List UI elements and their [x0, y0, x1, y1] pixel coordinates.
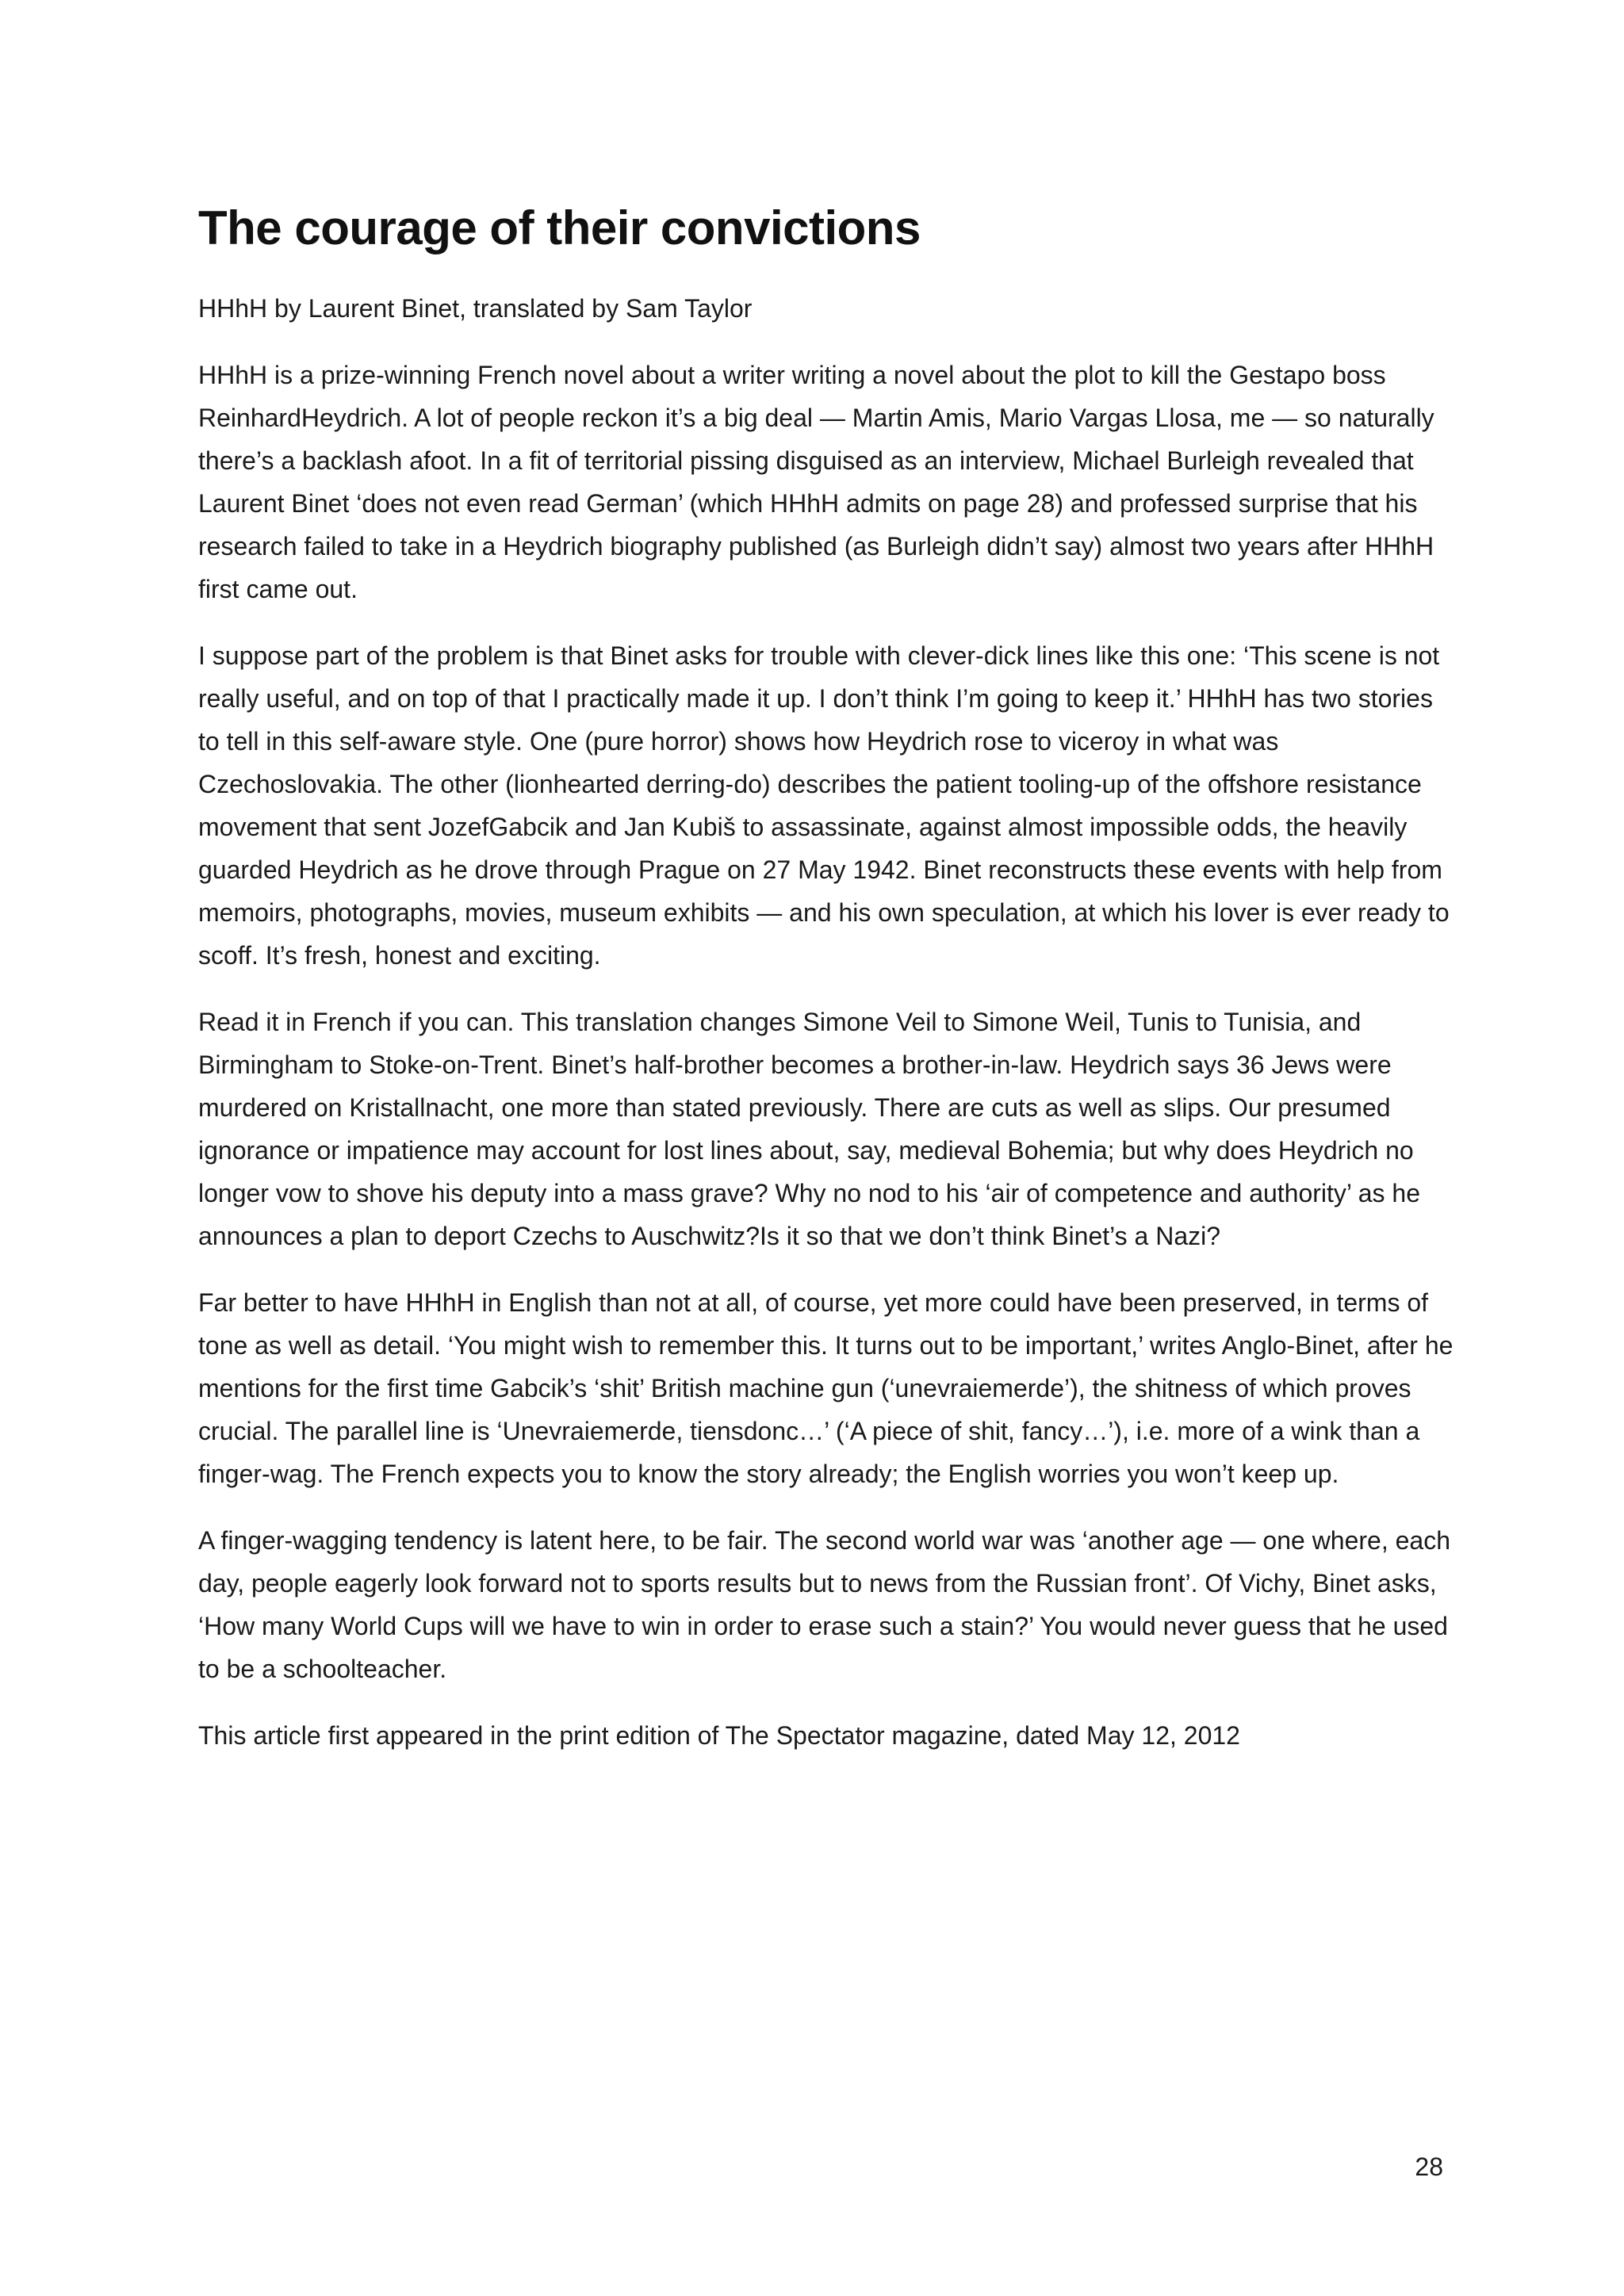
- article-paragraph: I suppose part of the problem is that Binet asks for trouble with clever-dick lines like this one: ‘This scene is not really useful, and on top of that I practically made it up. I don’t think I’m going to keep it.’ HHhH has two stories to tell in this self-aware style. One (pure horror) shows how Heydrich rose to viceroy in what was Czechoslovakia. The other (lionhearted derring-do) describes the patient tooling-up of the offshore resistance movement that sent JozefGabcik and Jan Kubiš to assassinate, against almost impossible odds, the heavily guarded Heydrich as he drove through Prague on 27 May 1942. Binet reconstructs these events with help from memoirs, photographs, movies, museum exhibits — and his own speculation, at which his lover is ever ready to scoff. It’s fresh, honest and exciting.: [198, 641, 1450, 970]
- article-paragraph: Far better to have HHhH in English than not at all, of course, yet more could have been preserved, in terms of tone as well as detail. ‘You might wish to remember this. It turns out to be important,’ writes Anglo-Binet, after he mentions for the first time Gabcik’s ‘shit’ British machine gun (‘unevraiemerde’), the shitness of which proves crucial. The parallel line is ‘Unevraiemerde, tiensdonc…’ (‘A piece of shit, fancy…’), i.e. more of a wink than a finger-wag. The French expects you to know the story already; the English worries you won’t keep up.: [198, 1288, 1454, 1488]
- article-title: The courage of their convictions: [198, 201, 921, 254]
- article-source-note: This article first appeared in the print edition of The Spectator magazine, dated May 12, 2012: [198, 1721, 1240, 1750]
- article-paragraph: A finger-wagging tendency is latent here, to be fair. The second world war was ‘another age — one where, each day, people eagerly look forward not to sports results but to news from the Russian front’. Of Vichy, Binet asks, ‘How many World Cups will we have to win in order to erase such a stain?’ You would never guess that he used to be a schoolteacher.: [198, 1526, 1451, 1683]
- page-number: 28: [1415, 2152, 1443, 2181]
- article-body: [198, 197, 1459, 1757]
- article-paragraph: Read it in French if you can. This translation changes Simone Veil to Simone Weil, Tunis to Tunisia, and Birmingham to Stoke-on-Trent. Binet’s half-brother becomes a brother-in-law. Heydrich says 36 Jews were murdered on Kristallnacht, one more than stated previously. There are cuts as well as slips. Our presumed ignorance or impatience may account for lost lines about, say, medieval Bohemia; but why does Heydrich no longer vow to shove his deputy into a mass grave? Why no nod to his ‘air of competence and authority’ as he announces a plan to deport Czechs to Auschwitz?Is it so that we don’t think Binet’s a Nazi?: [198, 1008, 1421, 1250]
- article-paragraph: HHhH is a prize-winning French novel about a writer writing a novel about the plot to kill the Gestapo boss ReinhardHeydrich. A lot of people reckon it’s a big deal — Martin Amis, Mario Vargas Llosa, me — so naturally there’s a backlash afoot. In a fit of territorial pissing disguised as an interview, Michael Burleigh revealed that Laurent Binet ‘does not even read German’ (which HHhH admits on page 28) and professed surprise that his research failed to take in a Heydrich biography published (as Burleigh didn’t say) almost two years after HHhH first came out.: [198, 361, 1434, 603]
- article-byline: HHhH by Laurent Binet, translated by Sam Taylor: [198, 294, 753, 323]
